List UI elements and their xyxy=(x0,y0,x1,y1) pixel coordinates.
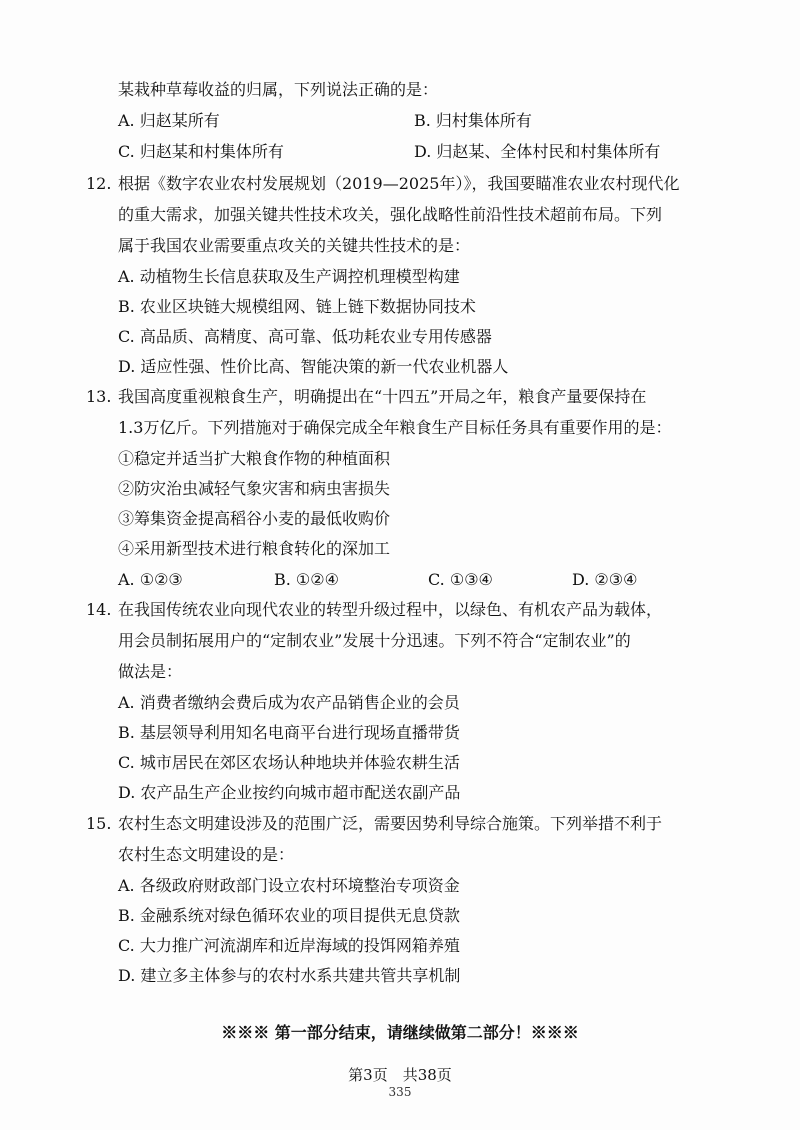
q13-option-d: D. ②③④ xyxy=(572,570,638,589)
q15-number: 15. xyxy=(86,814,112,833)
q13-item-1: ①稳定并适当扩大粮食作物的种植面积 xyxy=(118,449,391,468)
q11-option-d: D. 归赵某、全体村民和村集体所有 xyxy=(414,142,661,161)
q12-number: 12. xyxy=(86,174,112,193)
q13-item-2: ②防灾治虫减轻气象灾害和病虫害损失 xyxy=(118,479,391,498)
q14-option-d: D. 农产品生产企业按约向城市超市配送农副产品 xyxy=(118,783,461,802)
q15-option-b: B. 金融系统对绿色循环农业的项目提供无息贷款 xyxy=(118,906,460,925)
q14-option-b: B. 基层领导利用知名电商平台进行现场直播带货 xyxy=(118,723,460,742)
q13-number: 13. xyxy=(86,387,112,406)
q12-stem-line-1: 根据《数字农业农村发展规划（2019—2025年）》，我国要瞄准农业农村现代化 xyxy=(118,174,680,193)
q13-option-c: C. ①③④ xyxy=(428,570,493,589)
q14-stem-line-1: 在我国传统农业向现代农业的转型升级过程中，以绿色、有机农产品为载体， xyxy=(118,600,663,619)
page-serial-number: 335 xyxy=(388,1085,412,1099)
q11-stem-tail: 某栽种草莓收益的归属，下列说法正确的是： xyxy=(118,80,439,99)
q13-stem-line-2: 1.3万亿斤。下列措施对于确保完成全年粮食生产目标任务具有重要作用的是： xyxy=(118,418,672,437)
q14-option-a: A. 消费者缴纳会费后成为农产品销售企业的会员 xyxy=(118,693,460,712)
q11-option-a: A. 归赵某所有 xyxy=(118,111,220,130)
q13-stem-line-1: 我国高度重视粮食生产，明确提出在“十四五”开局之年，粮食产量要保持在 xyxy=(118,387,647,406)
q12-option-a: A. 动植物生长信息获取及生产调控机理模型构建 xyxy=(118,267,460,286)
q12-option-c: C. 高品质、高精度、高可靠、低功耗农业专用传感器 xyxy=(118,327,492,346)
q14-stem-line-2: 用会员制拓展用户的“定制农业”发展十分迅速。下列不符合“定制农业”的 xyxy=(118,631,631,650)
q14-option-c: C. 城市居民在郊区农场认种地块并体验农耕生活 xyxy=(118,753,460,772)
q12-option-b: B. 农业区块链大规模组网、链上链下数据协同技术 xyxy=(118,297,476,316)
q15-stem-line-1: 农村生态文明建设涉及的范围广泛，需要因势利导综合施策。下列举措不利于 xyxy=(118,814,663,833)
section-end-banner: ※※※ 第一部分结束，请继续做第二部分！※※※ xyxy=(221,1023,579,1042)
q13-item-4: ④采用新型技术进行粮食转化的深加工 xyxy=(118,539,391,558)
q13-option-a: A. ①②③ xyxy=(118,570,183,589)
q15-stem-line-2: 农村生态文明建设的是： xyxy=(118,845,295,864)
q12-stem-line-3: 属于我国农业需要重点攻关的关键共性技术的是： xyxy=(118,236,471,255)
q12-stem-line-2: 的重大需求，加强关键共性技术攻关，强化战略性前沿性技术超前布局。下列 xyxy=(118,205,663,224)
q15-option-c: C. 大力推广河流湖库和近岸海域的投饵网箱养殖 xyxy=(118,936,460,955)
q11-option-b: B. 归村集体所有 xyxy=(414,111,532,130)
q15-option-a: A. 各级政府财政部门设立农村环境整治专项资金 xyxy=(118,876,460,895)
q14-number: 14. xyxy=(86,600,112,619)
q12-option-d: D. 适应性强、性价比高、智能决策的新一代农业机器人 xyxy=(118,357,509,376)
page-footer: 第3页 共38页 xyxy=(348,1066,452,1084)
q11-option-c: C. 归赵某和村集体所有 xyxy=(118,142,284,161)
q13-item-3: ③筹集资金提高稻谷小麦的最低收购价 xyxy=(118,509,391,528)
q13-option-b: B. ①②④ xyxy=(274,570,339,589)
q15-option-d: D. 建立多主体参与的农村水系共建共管共享机制 xyxy=(118,966,461,985)
q14-stem-line-3: 做法是： xyxy=(118,662,183,681)
